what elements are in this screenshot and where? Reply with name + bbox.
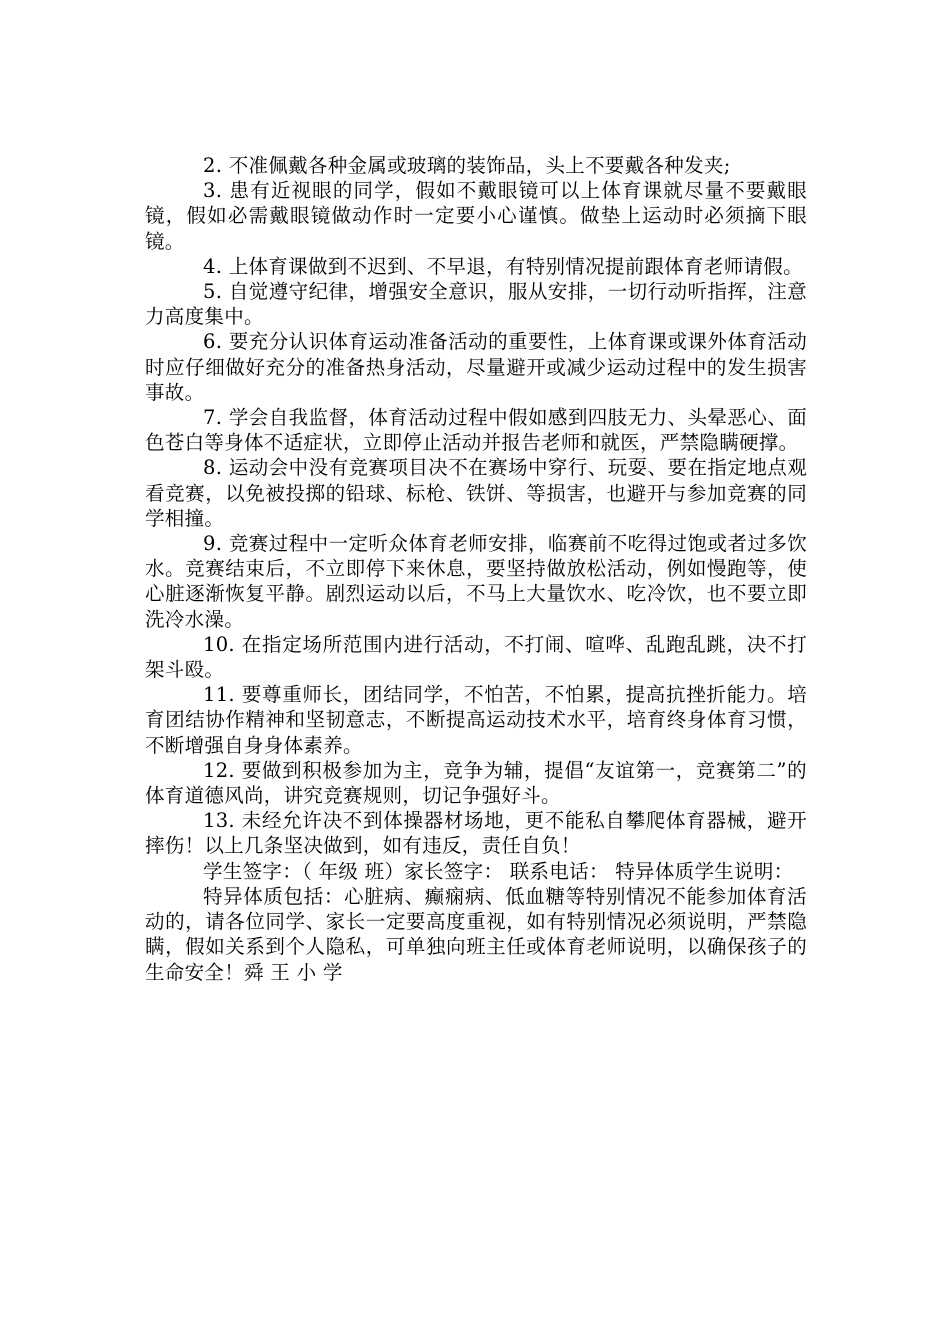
rule-paragraph-11: 11. 要尊重师长，团结同学，不怕苦，不怕累，提高抗挫折能力。培育团结协作精神和坚韧意志，不断提高运动技术水平，培育终身体育习惯，不断增强自身身体素养。	[145, 683, 807, 757]
document-body	[145, 153, 807, 985]
rule-paragraph-5: 5. 自觉遵守纪律，增强安全意识，服从安排，一切行动听指挥，注意力高度集中。	[145, 280, 807, 329]
rule-paragraph-9: 9. 竞赛过程中一定听众体育老师安排，临赛前不吃得过饱或者过多饮水。竞赛结束后，不立即停下来休息，要坚持做放松活动，例如慢跑等，使心脏逐渐恢复平静。剧烈运动以后，不马上大量饮水、吃冷饮，也不要立即洗冷水澡。	[145, 532, 807, 631]
rule-paragraph-4: 4. 上体育课做到不迟到、不早退，有特别情况提前跟体育老师请假。	[203, 254, 803, 278]
rule-paragraph-12: 12. 要做到积极参加为主，竞争为辅，提倡“友谊第一，竞赛第二”的体育道德风尚，讲究竞赛规则，切记争强好斗。	[145, 758, 807, 808]
rule-paragraph-6: 6. 要充分认识体育运动准备活动的重要性，上体育课或课外体育活动时应仔细做好充分的准备热身活动，尽量避开或减少运动过程中的发生损害事故。	[145, 330, 807, 404]
rule-paragraph-13: 13. 未经允许决不到体操器材场地，更不能私自攀爬体育器械，避开摔伤！以上几条坚决做到，如有违反，责任自负！	[145, 809, 807, 858]
rule-paragraph-2: 2. 不准佩戴各种金属或玻璃的装饰品，头上不要戴各种发夹;	[203, 154, 731, 177]
rule-paragraph-10: 10. 在指定场所范围内进行活动，不打闹、喧哗、乱跑乱跳，决不打架斗殴。	[145, 632, 807, 682]
rule-paragraph-8: 8. 运动会中没有竞赛项目决不在赛场中穿行、玩耍、要在指定地点观看竞赛，以免被投掷的铅球、标枪、铁饼、等损害，也避开与参加竞赛的同学相撞。	[145, 456, 807, 530]
signature-line: 学生签字：（ 年级 班）家长签字： 联系电话： 特异体质学生说明：	[203, 859, 794, 883]
rule-paragraph-3: 3. 患有近视眼的同学，假如不戴眼镜可以上体育课就尽量不要戴眼镜，假如必需戴眼镜做动作时一定要小心谨慎。做垫上运动时必须摘下眼镜。	[145, 179, 807, 253]
rule-paragraph-7: 7. 学会自我监督，体育活动过程中假如感到四肢无力、头晕恶心、面色苍白等身体不适症状，立即停止活动并报告老师和就医，严禁隐瞒硬撑。	[145, 406, 807, 455]
special-constitution-note: 特异体质包括：心脏病、癫痫病、低血糖等特别情况不能参加体育活动的，请各位同学、家长一定要高度重视，如有特别情况必须说明，严禁隐瞒，假如关系到个人隐私，可单独向班主任或体育老师说明，以确保孩子的生命安全！舜 王 小 学	[145, 884, 807, 984]
